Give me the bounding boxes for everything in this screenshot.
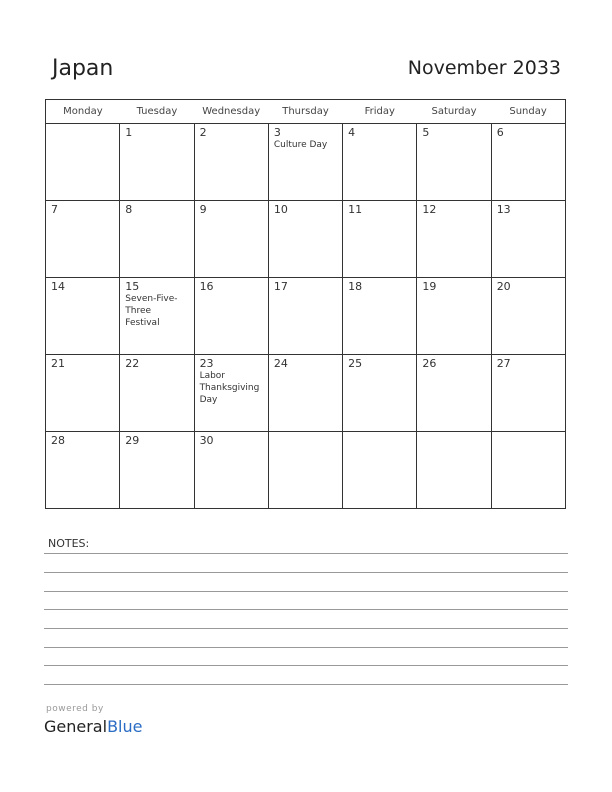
weekday-header-row (46, 100, 566, 124)
day-cell (46, 124, 120, 201)
week-row (46, 432, 566, 509)
day-cell (120, 355, 194, 432)
day-cell (491, 201, 565, 278)
day-number: 27 (496, 357, 511, 370)
day-cell (343, 355, 417, 432)
weekday-header: Saturday (417, 100, 491, 124)
day-number: 28 (51, 434, 65, 447)
calendar-grid (45, 99, 566, 509)
day-number: 5 (422, 126, 430, 139)
holiday-label: Labor Thanksgiving Day (199, 371, 260, 405)
day-number: 2 (199, 126, 207, 139)
day-number: 19 (422, 280, 437, 293)
day-cell (343, 278, 417, 355)
day-number: 23 (199, 357, 214, 370)
weekday-header: Monday (46, 100, 120, 124)
day-cell (491, 432, 565, 509)
day-number: 16 (199, 280, 214, 293)
day-cell (268, 278, 342, 355)
note-line (44, 684, 568, 685)
day-cell (46, 201, 120, 278)
brand-blue: Blue (107, 717, 143, 736)
note-line (44, 572, 568, 573)
day-number: 26 (422, 357, 437, 370)
day-number: 22 (125, 357, 140, 370)
week-row (46, 201, 566, 278)
day-number: 24 (273, 357, 288, 370)
note-line (44, 609, 568, 610)
day-number: 13 (496, 203, 511, 216)
day-cell (120, 432, 194, 509)
day-cell (343, 432, 417, 509)
note-line (44, 647, 568, 648)
day-cell (268, 355, 342, 432)
weekday-header: Sunday (491, 100, 565, 124)
day-number: 18 (348, 280, 363, 293)
brand-general: General (44, 717, 108, 736)
day-cell (491, 355, 565, 432)
note-line (44, 628, 568, 629)
day-number: 9 (199, 203, 207, 216)
day-cell (46, 432, 120, 509)
weekday-header: Wednesday (194, 100, 268, 124)
note-line (44, 665, 568, 666)
day-cell (120, 278, 194, 355)
day-cell (491, 124, 565, 201)
day-number: 3 (273, 126, 281, 139)
day-cell (46, 355, 120, 432)
day-cell (491, 278, 565, 355)
day-number: 11 (348, 203, 363, 216)
day-number: 1 (125, 126, 133, 139)
day-number: 29 (125, 434, 140, 447)
month-year-title: November 2033 (407, 57, 561, 79)
day-cell (417, 432, 491, 509)
day-number: 7 (51, 203, 58, 216)
generalblue-logo (44, 717, 142, 736)
day-cell (268, 124, 342, 201)
day-number: 20 (496, 280, 511, 293)
day-cell (194, 278, 268, 355)
day-number: 30 (199, 434, 214, 447)
day-cell (268, 201, 342, 278)
notes-label: NOTES: (48, 537, 90, 550)
day-number: 12 (422, 203, 437, 216)
weekday-header: Friday (343, 100, 417, 124)
day-number: 14 (51, 280, 65, 293)
note-line (44, 591, 568, 592)
day-cell (417, 355, 491, 432)
week-row (46, 278, 566, 355)
day-cell (194, 201, 268, 278)
day-cell (417, 201, 491, 278)
country-title: Japan (52, 56, 114, 81)
day-cell (268, 432, 342, 509)
day-cell (417, 278, 491, 355)
week-row (46, 355, 566, 432)
day-cell (343, 201, 417, 278)
day-number: 4 (348, 126, 356, 139)
day-cell (194, 355, 268, 432)
day-number: 10 (273, 203, 288, 216)
weekday-header: Tuesday (120, 100, 194, 124)
day-cell (417, 124, 491, 201)
day-cell (194, 432, 268, 509)
day-cell (120, 124, 194, 201)
week-row (46, 124, 566, 201)
day-cell (343, 124, 417, 201)
day-cell (120, 201, 194, 278)
day-number: 8 (125, 203, 133, 216)
day-number: 15 (125, 280, 140, 293)
weekday-header: Thursday (268, 100, 342, 124)
holiday-label: Culture Day (273, 140, 328, 150)
day-number: 17 (273, 280, 288, 293)
day-cell (194, 124, 268, 201)
powered-by-text: powered by (46, 704, 104, 714)
day-number: 21 (51, 357, 65, 370)
day-number: 25 (348, 357, 363, 370)
day-cell (46, 278, 120, 355)
day-number: 6 (496, 126, 504, 139)
note-line (44, 553, 568, 554)
holiday-label: Seven-Five-Three Festival (125, 294, 178, 328)
